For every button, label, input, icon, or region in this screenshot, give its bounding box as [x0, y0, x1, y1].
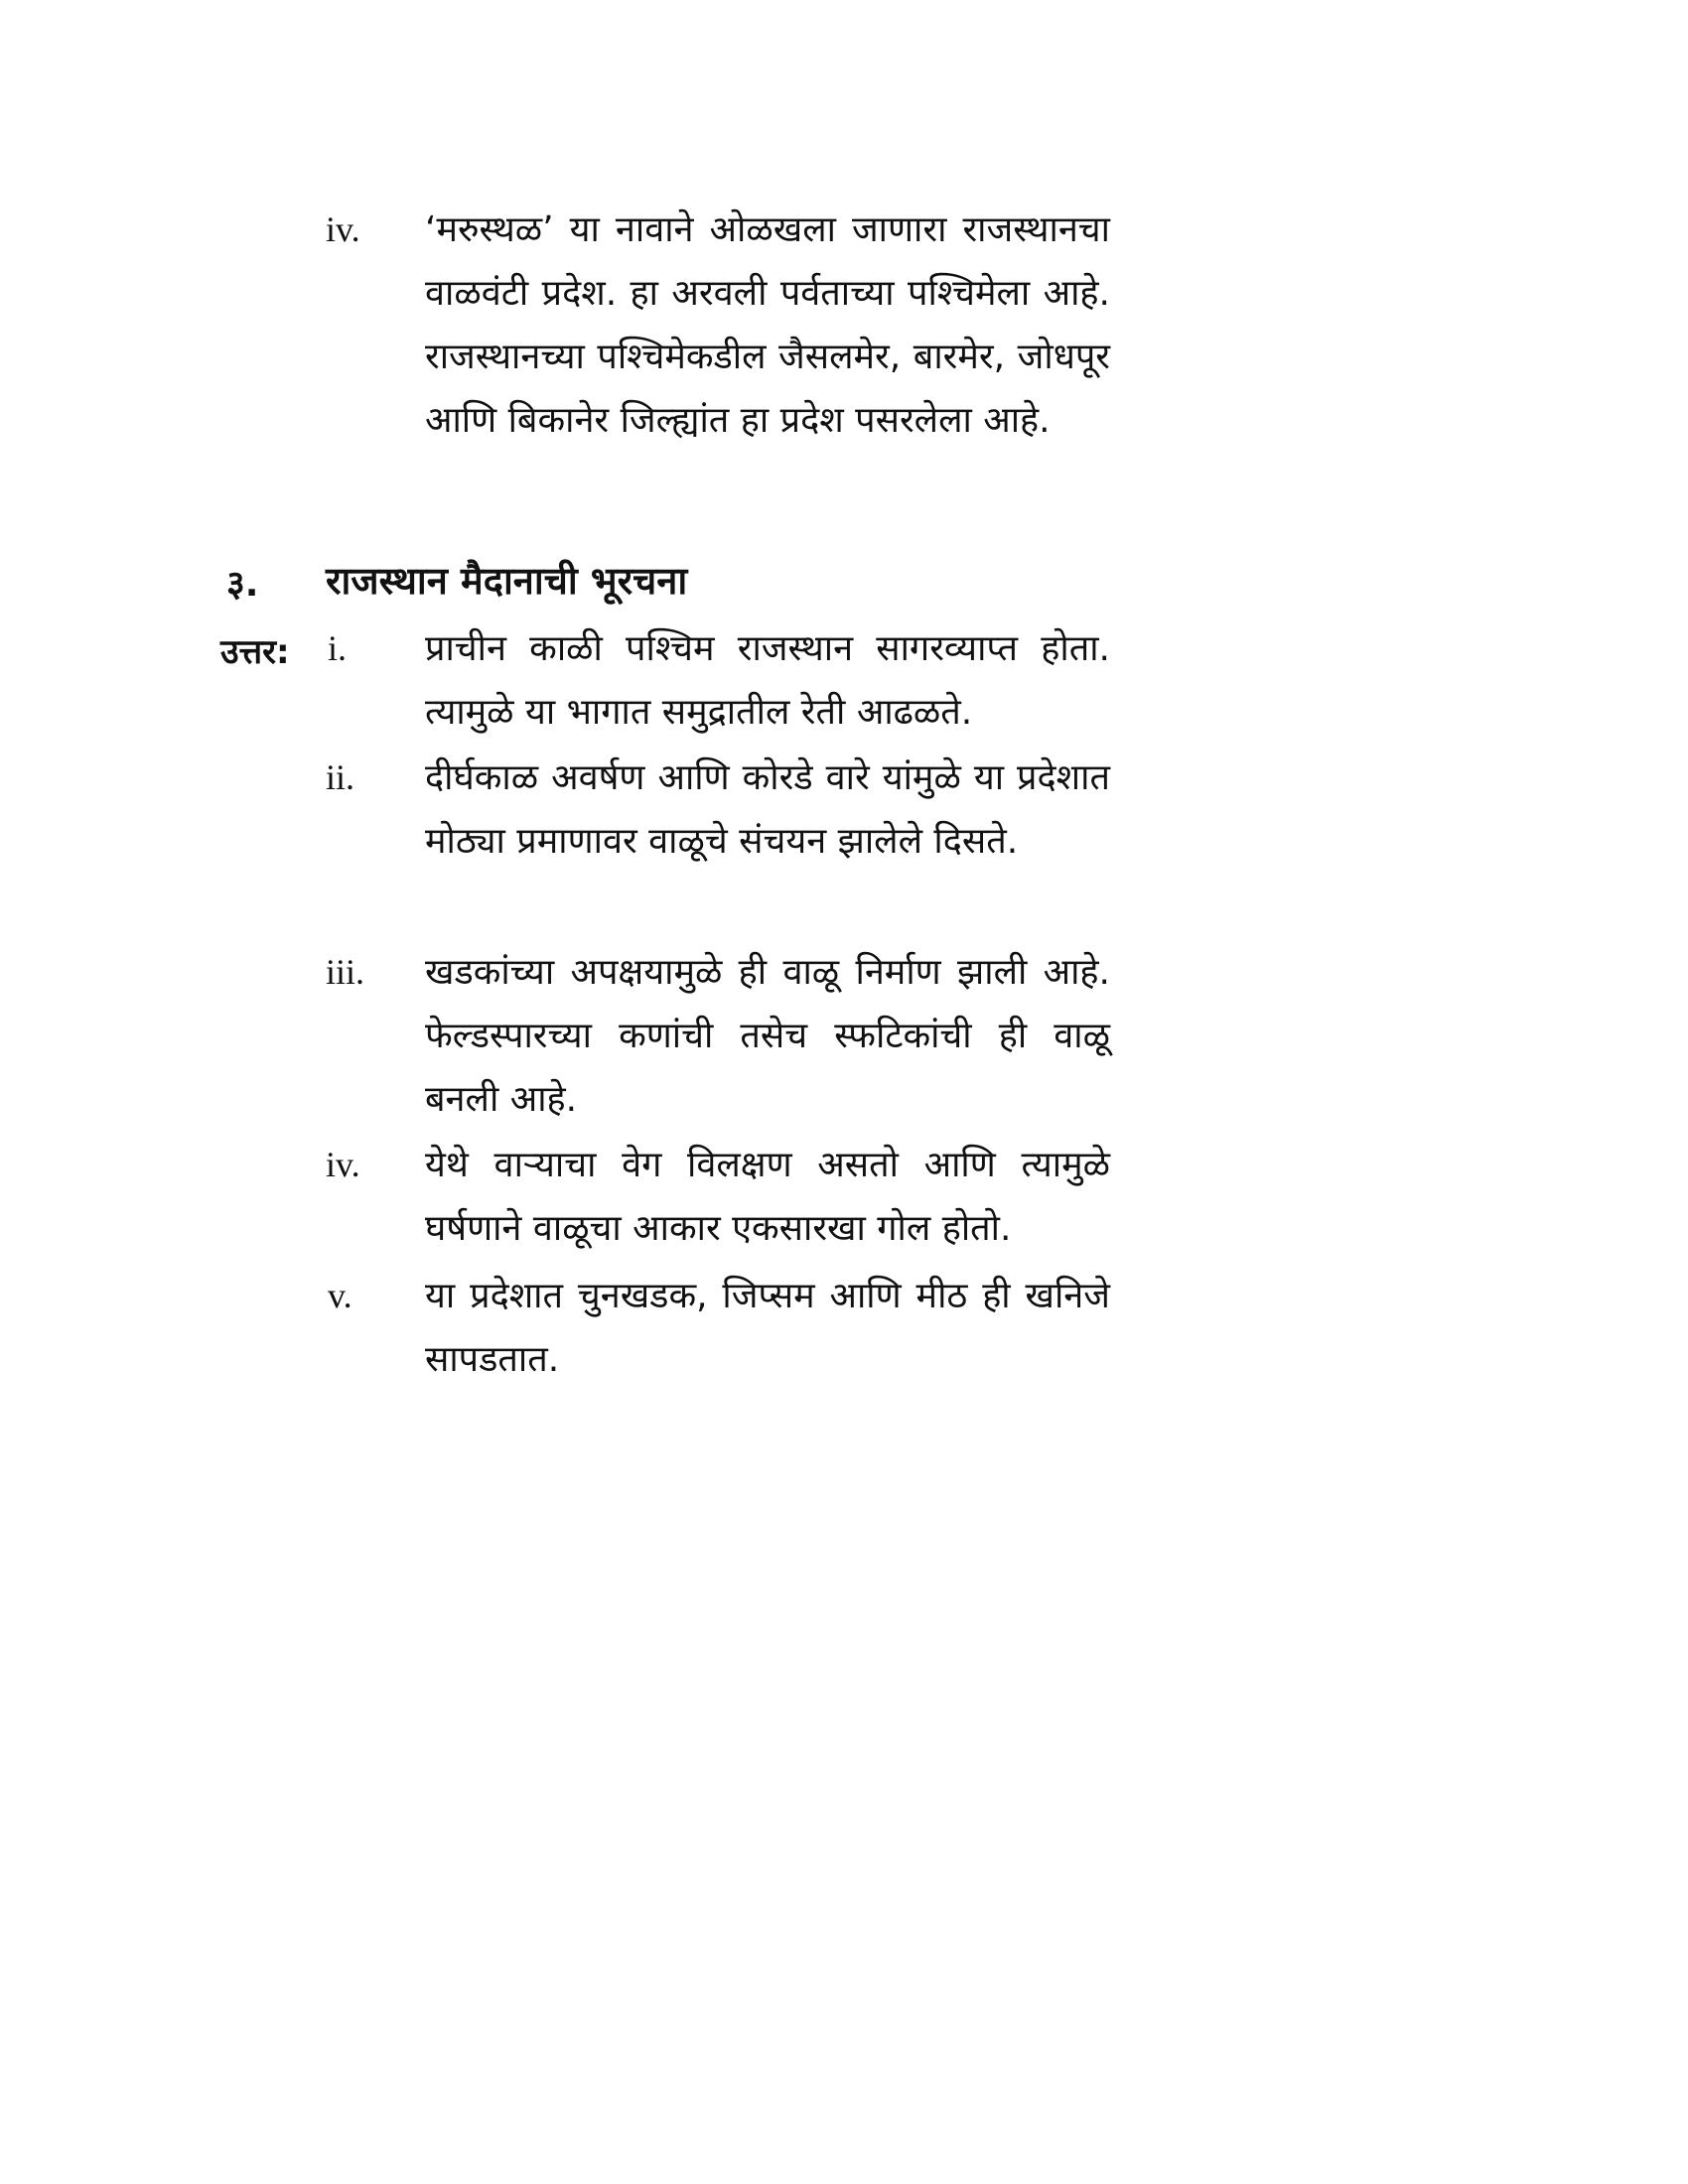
item-text: प्राचीन काळी पश्चिम राजस्थान सागरव्याप्त होता. त्यामुळे या भागात समुद्रातील रेती आढळते.	[425, 628, 1110, 733]
item-text: खडकांच्या अपक्षयामुळे ही वाळू निर्माण झाली आहे. फेल्डस्पारच्या कणांची तसेच स्फटिकांची ही वाळू बनली आहे.	[425, 952, 1110, 1120]
item-text: या प्रदेशात चुनखडक, जिप्सम आणि मीठ ही खनिजे सापडतात.	[425, 1276, 1110, 1380]
item-marker: iv.	[326, 1145, 360, 1184]
item-marker: i.	[328, 628, 348, 668]
item-text: ‘मरुस्थळ’ या नावाने ओळखला जाणारा राजस्थानचा वाळवंटी प्रदेश. हा अरवली पर्वताच्या पश्चिमेला आहे. राजस्थानच्या पश्चिमेकडील जैसलमेर, बारमेर, जोधपूर आणि बिकानेर जिल्ह्यांत हा प्रदेश पसरलेला आहे.	[425, 209, 1110, 441]
answer-prefix: उत्तर:	[220, 632, 290, 672]
item-text: येथे वाऱ्याचा वेग विलक्षण असतो आणि त्यामुळे घर्षणाने वाळूचा आकार एकसारखा गोल होतो.	[425, 1145, 1110, 1249]
item-marker: iii.	[326, 952, 365, 992]
item-marker: v.	[328, 1276, 352, 1315]
item-text: दीर्घकाळ अवर्षण आणि कोरडे वारे यांमुळे या प्रदेशात मोठ्या प्रमाणावर वाळूचे संचयन झालेले दिसते.	[425, 757, 1110, 862]
section-number: ३.	[226, 564, 259, 605]
section-title: राजस्थान मैदानाची भूरचना	[326, 559, 688, 603]
item-marker: ii.	[326, 757, 355, 797]
item-marker: iv.	[326, 209, 360, 249]
